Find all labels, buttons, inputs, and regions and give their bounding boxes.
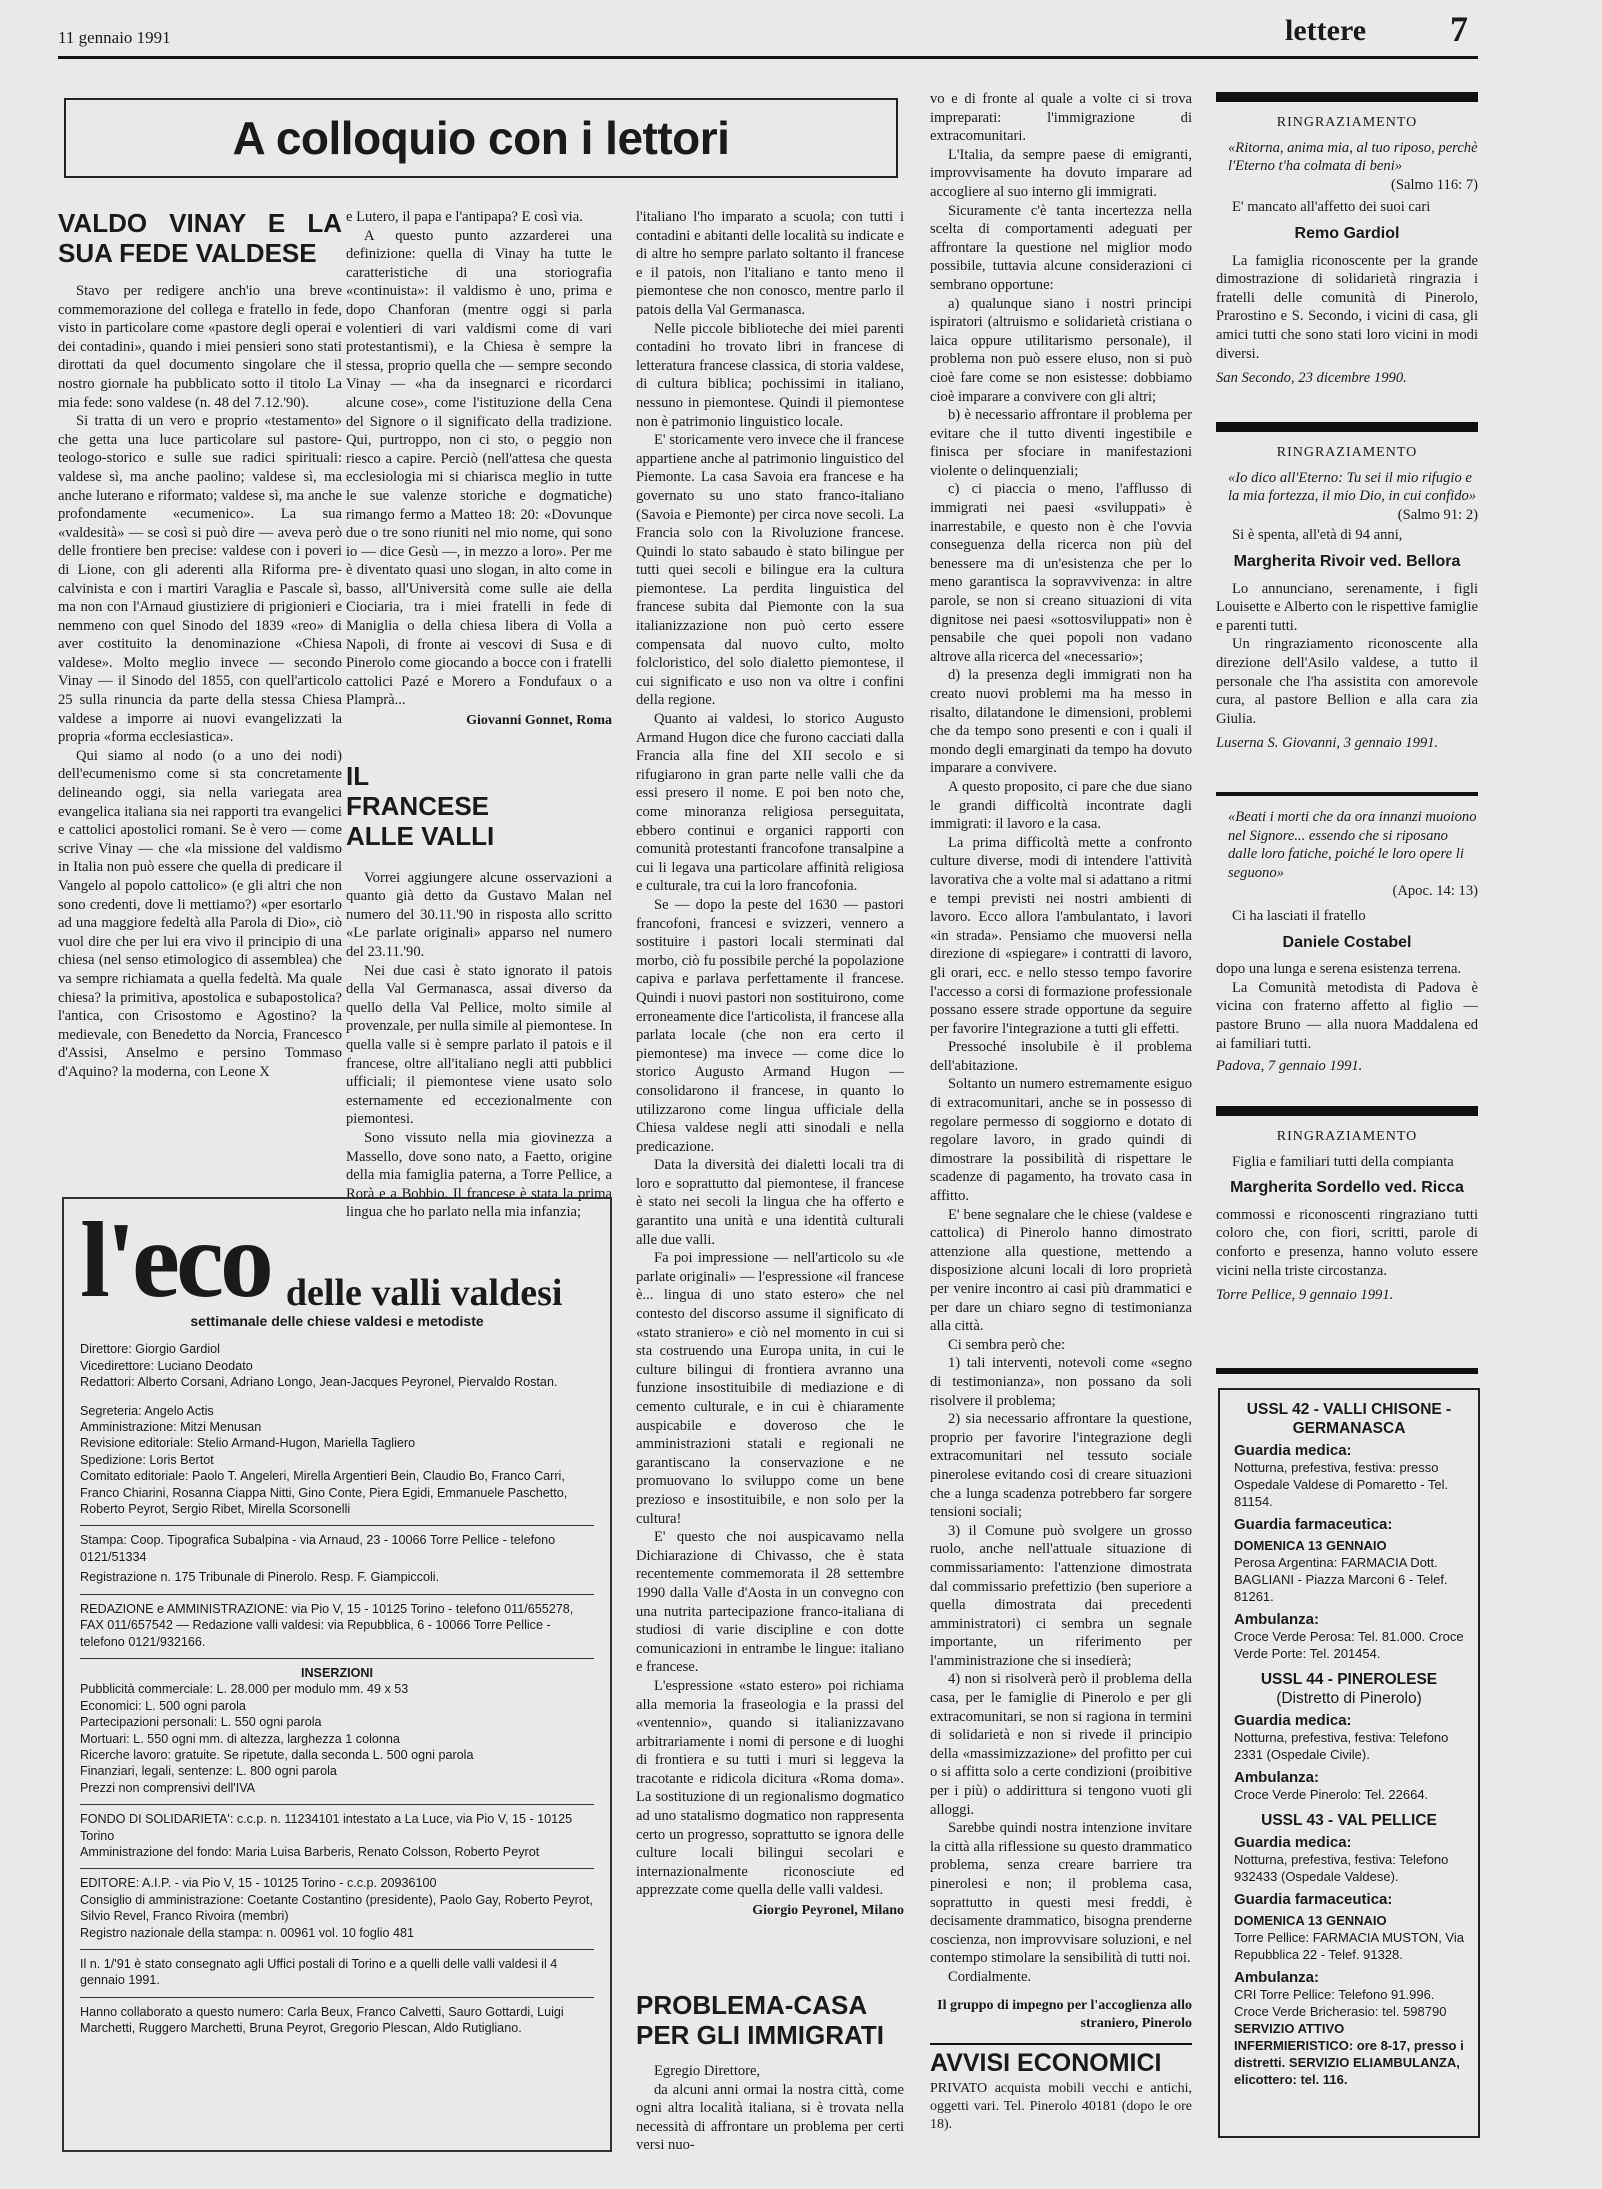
registrazione-line: Registrazione n. 175 Tribunale di Pinerolo. Resp. F. Giampiccoli.	[80, 1570, 440, 1585]
stampa-line: Stampa: Coop. Tipografica Subalpina - via Arnaud, 23 - 10066 Torre Pellice - telefono 0121/51334	[80, 1533, 556, 1564]
paragraph: e Lutero, il papa e l'antipapa? E così via.	[346, 209, 583, 225]
ussl43-gf-heading: Guardia farmaceutica:	[1234, 1891, 1393, 1908]
inserzioni-title: INSERZIONI	[300, 1665, 374, 1680]
notice-bar	[1216, 92, 1478, 102]
notice-date: Padova, 7 gennaio 1991.	[1216, 1058, 1363, 1075]
masthead-logo	[80, 1201, 594, 1320]
main-title: A colloquio con i lettori	[232, 112, 730, 164]
paragraph: Sicuramente c'è tanta incertezza nella scelta di comportamenti adeguati per affrontare la questione nel miglior modo possibile, tuttavia alcune considerazioni ci sembrano opportune:	[930, 202, 1192, 293]
paragraph: A questo proposito, ci pare che due siano le grandi difficoltà incontrate dagli immigrati: il lavoro e la casa.	[930, 778, 1192, 833]
column-4	[930, 90, 1192, 2032]
staff-line: Segreteria: Angelo Actis	[80, 1403, 214, 1418]
notice-name: Remo Gardiol	[1294, 224, 1400, 242]
notice-title: RINGRAZIAMENTO	[1276, 1129, 1418, 1144]
paragraph: 1) tali interventi, notevoli come «segno di testimonianza», non possano da soli risolvere il problema;	[930, 1355, 1192, 1409]
ussl42-gf-heading: Guardia farmaceutica:	[1234, 1516, 1393, 1533]
paragraph: Cordialmente.	[948, 1968, 1032, 1985]
paragraph: da alcuni anni ormai la nostra città, come ogni altra località italiana, si è trovata nella necessità di affrontare un problema per certi versi nuo-	[636, 2081, 904, 2154]
notice-name: Margherita Sordello ved. Ricca	[1230, 1179, 1464, 1197]
staff-line: Vicedirettore: Luciano Deodato	[80, 1358, 253, 1373]
paragraph: b) è necessario affrontare il problema per evitare che il tutto diventi ingestibile e finisca per sfociare in manifestazioni violente o delinquenziali;	[930, 407, 1192, 479]
notice-intro: Figlia e familiari tutti della compianta	[1232, 1153, 1454, 1170]
paragraph: 3) il Comune può svolgere un grosso ruolo, anche nell'attuale situazione di commissariamento: l'attenzione dimostrata dal commissario prefettizio (ben superiore a quella dimostrata dai precedenti amministratori) ci sembra un segnale importante, un riferimento per l'amministrazione che si insedierà;	[930, 1522, 1192, 1669]
fondo-block	[80, 1804, 594, 1860]
notice-intro: E' mancato all'affetto dei suoi cari	[1232, 199, 1431, 216]
ussl43-gm-text: Notturna, prefestiva, festiva: Telefono 932433 (Ospedale Valdese).	[1234, 1852, 1449, 1884]
ussl44-amb-text: Croce Verde Pinerolo: Tel. 22664.	[1234, 1787, 1429, 1802]
signature-peyronel: Giorgio Peyronel, Milano	[752, 1903, 904, 1919]
article-title-casa: PROBLEMA-CASA PER GLI IMMIGRATI	[636, 1990, 884, 2050]
inserzioni-line: Pubblicità commerciale: L. 28.000 per modulo mm. 49 x 53	[80, 1682, 409, 1697]
ussl43-gm-heading: Guardia medica:	[1234, 1834, 1352, 1851]
paragraph: Nei due casi è stato ignorato il patois della Val Germanasca, assai diverso da quello della Val Pellice, molto simile al provenzale, per nulla simile al piemontese. In quella valle si è sempre parlato il patois e il francese, oltre all'italiano negli atti pubblici ufficiali; il piemontese viene usato solo esternamente ed eccezionalmente con piemontesi.	[346, 962, 612, 1128]
notice-costabel	[1216, 808, 1478, 1076]
staff-line: Direttore: Giorgio Gardiol	[80, 1342, 220, 1357]
inserzioni-line: Ricerche lavoro: gratuite. Se ripetute, dalla seconda L. 500 ogni parola	[80, 1747, 474, 1762]
ussl43-amb-heading: Ambulanza:	[1234, 1969, 1320, 1986]
stampa-block	[80, 1525, 594, 1585]
ussl44-subtitle: (Distretto di Pinerolo)	[1276, 1690, 1422, 1707]
masthead-box	[62, 1197, 612, 2152]
staff-line: Revisione editoriale: Stelio Armand-Hugon, Mariella Tagliero	[80, 1436, 416, 1451]
fondo-amm-line: Amministrazione del fondo: Maria Luisa Barberis, Renato Colsson, Roberto Peyrot	[80, 1844, 540, 1859]
notice-ref: (Salmo 91: 2)	[1397, 506, 1478, 523]
paragraph: Qui siamo al nodo (o a uno dei nodi) dell'ecumenismo come si sta concretamente delineando oggi, sia nella variegata area evangelica italiana sia nei rapporti tra evangelici e cattolici apostolici romani. Se è vero — come scrive Vinay — che «la missione del valdismo in Italia non può essere che quella di predicare il Vangelo al popolo cattolico» (e gli altri che non sono credenti, dove li mettiamo?) «per esortarlo ad una maggiore fedeltà alla Parola di Dio», ciò vuol dire che per lui era vivo il principio di una chiesa (nel senso etimologico di assemblea) che va sempre richiamata a quella fedeltà. Ma quale chiesa? la primitiva, apostolica e subapostolica? l'antica, con Crisostomo e Agostino? la medievale, con Benedetto da Norcia, Francesco d'Assisi, Anselmo e persino Tommaso d'Aquino? la moderna, con Leone X	[58, 747, 342, 1080]
inserzioni-line: Prezzi non comprensivi dell'IVA	[80, 1780, 256, 1795]
notice-intro: Si è spenta, all'età di 94 anni,	[1232, 527, 1403, 544]
masthead-tagline: settimanale delle chiese valdesi e metodiste	[190, 1313, 484, 1329]
numero-block	[80, 1949, 594, 1989]
paragraph: Nelle piccole biblioteche dei miei parenti contadini ho trovato libri in francese di letteratura francese classica, di storia valdese, di cultura biblica; pochissimi in italiano, nessuno in piemontese. Quindi il piemontese non è patrimonio linguistico locale.	[636, 320, 904, 430]
column-3-bottom	[636, 1990, 904, 2160]
notice-quote: «Ritorna, anima mia, al tuo riposo, perchè l'Eterno t'ha colmata di beni»	[1228, 139, 1478, 175]
notice-date: San Secondo, 23 dicembre 1990.	[1216, 370, 1407, 387]
registro-line: Registro nazionale della stampa: n. 00961 vol. 10 foglio 481	[80, 1925, 414, 1940]
collaborato-block	[80, 1997, 594, 2037]
page-number: 7	[1450, 9, 1468, 49]
paragraph: d) la presenza degli immigrati non ha creato nuovi problemi ma ha messo in risalto, dilatandone le dimensioni, problemi che da tempo sono presenti e con i quali il mondo degli emarginati da tempo ha dovuto imparare a convivere.	[930, 667, 1192, 777]
ussl42-gm-text: Notturna, prefestiva, festiva: presso Ospedale Valdese di Pomaretto - Tel. 81154.	[1234, 1460, 1449, 1509]
inserzioni-line: Partecipazioni personali: L. 550 ogni parola	[80, 1715, 322, 1730]
ussl42-gf-date: DOMENICA 13 GENNAIO	[1234, 1538, 1387, 1553]
section-name: lettere	[1285, 14, 1367, 47]
notice-name: Daniele Costabel	[1282, 933, 1412, 951]
ussl43-gf-date: DOMENICA 13 GENNAIO	[1234, 1913, 1387, 1928]
ussl42-amb-heading: Ambulanza:	[1234, 1611, 1320, 1628]
notice-title: RINGRAZIAMENTO	[1276, 115, 1418, 130]
signature-gruppo: Il gruppo di impegno per l'accoglienza allo straniero, Pinerolo	[937, 1997, 1192, 2032]
notice-quote: «Beati i morti che da ora innanzi muoiono nel Signore... essendo che si riposano dalle loro fatiche, poiché le loro opere li seguono»	[1228, 809, 1477, 881]
paragraph: Ci sembra però che:	[948, 1336, 1066, 1353]
notice-text: commossi e riconoscenti ringraziano tutti coloro che, con fiori, scritti, parole di conforto e presenza, hanno voluto essere vicini nella triste circostanza.	[1216, 1206, 1478, 1279]
paragraph: A questo punto azzarderei una definizione: quella di Vinay ha tutte le caratteristiche di una storiografia «continuista»: il valdismo è uno, prima e dopo Chanforan (mentre oggi si parla volentieri di vari valdismi come di vari protestantismi), e la Chiesa è sempre la stessa, proprio quella che — sempre secondo Vinay — «ha da insegnarci e ricordarci alcune cose», come l'istituzione della Cena del Signore o il significato della tradizione. Qui, purtroppo, non ci sto, o peggio non riesco a capire. Perciò (nell'attesa che questa ecclesiologia mi si chiarisca meglio in tutte le sue valenze storiche e dogmatiche) rimango fermo a Matteo 18: 20: «Dovunque due o tre sono riuniti nel mio nome, qui sono io — dice Gesù —, in mezzo a loro». Per me è diventato quasi uno slogan, in alto come in basso, all'Università come sulle aie della Ciociaria, tra i miei fratelli in fede di Maniglia o della chiesa libera di Volla a Napoli, di fronte ai vescovi di Susa e di Pinerolo come giocando a bocce con i fratelli cattolici Pazé e Morero a Fondufaux o a Plamprà...	[346, 227, 612, 709]
ussl42-title: USSL 42 - VALLI CHISONE - GERMANASCA	[1246, 1401, 1452, 1437]
article-title-francese: IL FRANCESE ALLE VALLI	[346, 760, 495, 851]
ussl-box	[1218, 1388, 1480, 2138]
notice-date: Luserna S. Giovanni, 3 gennaio 1991.	[1216, 735, 1439, 752]
ussl43-extra-text: SERVIZIO ATTIVO INFERMIERISTICO: ore 8-17, presso i distretti. SERVIZIO ELIAMBULANZA, elicottero: tel. 116.	[1234, 2021, 1464, 2087]
redazione-line: REDAZIONE e AMMINISTRAZIONE: via Pio V, 15 - 10125 Torino - telefono 011/655278, FAX 011/657542 — Redazione valli valdesi: via Repubblica, 6 - 10066 Torre Pellice - telefono 0121/932166.	[80, 1601, 574, 1649]
paragraph: L'espressione «stato estero» poi richiama alla memoria la fraseologia e la prassi del «ventennio», quando si italianizzavano arbitrariamente i nomi di persone e di luoghi di frontiera e su tutti i muri si leggeva la tracotante e ridicola dicitura «Roma doma». La sostituzione di un regionalismo dogmatico ad uno statalismo dogmatico non rappresenta certo un progresso, soprattutto se ignora delle culture locali bilingui secolari e internazionalmente riconosciute ed apprezzate come quella delle valli valdesi.	[636, 1677, 904, 1899]
notice-text: La Comunità metodista di Padova è vicina con fraterno affetto al figlio — pastore Bruno — alla nuora Maddalena ed ai familiari tutti.	[1216, 979, 1478, 1052]
logo-subtitle: delle valli valdesi	[285, 1271, 563, 1314]
notice-date: Torre Pellice, 9 gennaio 1991.	[1216, 1287, 1394, 1304]
article-title-vinay: VALDO VINAY E LA SUA FEDE VALDESE	[58, 208, 342, 268]
paragraph: La prima difficoltà mette a confronto culture diverse, modi di intendere l'attività lavorativa che a volte mal si adattano a ritmi e tempi previsti nei nostri ambienti di lavoro. Ecco allora l'ambulantato, i lavori «in strada». Pensiamo che muoversi nella direzione di «spiegare» i contratti di lavoro, gli orari, ecc. e nello stesso tempo favorire l'accesso a corsi di formazione professionale possano essere strade opportune da seguire per favorire l'integrazione a tutti gli effetti.	[930, 834, 1192, 1037]
notice-bellora	[1216, 438, 1478, 753]
ussl43-gf-text: Torre Pellice: FARMACIA MUSTON, Via Repubblica 22 - Telef. 91328.	[1234, 1930, 1464, 1962]
ussl44-gm-text: Notturna, prefestiva, festiva: Telefono 2331 (Ospedale Civile).	[1234, 1730, 1449, 1762]
ussl44-amb-heading: Ambulanza:	[1234, 1769, 1320, 1786]
paragraph: 4) non si risolverà però il problema della casa, per le famiglie di Pinerolo e per gli extracomunitari, se non si ragiona in termini di solidarietà e non si rivede il principio della «massimizzazione» del profitto per cui o si affitta solo a certe condizioni (proibitive per i più) o addirittura si tengono vuoti gli alloggi.	[930, 1671, 1192, 1818]
ussl-bar	[1216, 1368, 1478, 1374]
collaborato-line: Hanno collaborato a questo numero: Carla Beux, Franco Calvetti, Sauro Gottardi, Luigi Marchetti, Ruggero Marchetti, Bruna Peyrot, Gregorio Plescan, Aldo Rutigliano.	[80, 2004, 564, 2036]
paragraph: E' bene segnalare che le chiese (valdese e cattolica) di Pinerolo hanno dimostrato attenzione alla questione, mettendo a disposizione alcuni locali di loro proprietà per venire incontro ai casi più drammatici e per dare un chiaro segno di testimonianza alla città.	[930, 1206, 1192, 1335]
staff-line: Redattori: Alberto Corsani, Adriano Longo, Jean-Jacques Peyronel, Piervaldo Rostan.	[80, 1375, 558, 1390]
paragraph: Soltanto un numero estremamente esiguo di extracomunitari, anche se in possesso di regolare permesso di soggiorno e dotato di regolare lavoro, in grado quindi di dimostrare la possibilità di rispettare le scadenze di pagamento, ha trovato casa in affitto.	[930, 1076, 1192, 1205]
paragraph: Sono vissuto nella mia giovinezza a Massello, dove sono nato, a Faetto, origine della mia famiglia paterna, a Torre Pellice, a Rorà e a Bobbio. Il francese è stata la prima lingua che ho parlato nella mia infanzia;	[346, 1129, 612, 1221]
paragraph: E' storicamente vero invece che il francese appartiene anche al patrimonio linguistico del Piemonte. La casa Savoia era francese e ha governato su uno stato franco-italiano (Savoia e Piemonte) per circa nove secoli. La Francia solo con la Rivoluzione francese. Quindi lo stato sabaudo è stato bilingue per tutti quei secoli e bilingue era la cultura piemontese. La perdita linguistica del francese subita dal Piemonte con la sua italianizzazione non può certo essere compensata dal nuovo culto, molto folcloristico, del solo dialetto piemontese, il cui significato e uso non va oltre i confini della regione.	[636, 432, 904, 709]
notice-gardiol	[1216, 108, 1478, 388]
paragraph: Stavo per redigere anch'io una breve commemorazione del collega e fratello in fede, visto in particolare come «pastore degli operai e dei contadini», quando i miei pensieri sono stati dirottati da quel documento singolare che il nostro giornale ha pubblicato sotto il titolo La mia fede: sono valdese (n. 48 del 7.12.'90).	[58, 283, 342, 411]
avvisi-title: AVVISI ECONOMICI	[930, 2043, 1192, 2078]
notice-text: dopo una lunga e serena esistenza terrena.	[1216, 961, 1462, 978]
paragraph: Si tratta di un vero e proprio «testamento» che getta una luce particolare sul pastore-teologo-storico e sulle sue radici spirituali: valdese sì, ma anche paolino; valdese sì, ma anche luterano e riformato; valdese sì, ma anche profondamente «ecumenico». La sua «valdesità» — se così si può dire — aveva però delle frontiere ben precise: valdese con i poveri di Lione, con gli aderenti alla Riforma pre-calvinista e con i martiri Varaglia e Pascale sì, ma non con l'Arnaud giustiziere di prigionieri e nemmeno con quel Sinodo del 1839 «reo» di aver costituito la denominazione «Chiesa valdese». Molto meglio invece — secondo Vinay — il Sinodo del 1855, con quell'articolo 25 sulla rinuncia da parte della stessa Chiesa valdese a imporre ai nuovi evangelizzati la propria «forma ecclesiastica».	[58, 413, 342, 746]
notice-title: RINGRAZIAMENTO	[1276, 445, 1418, 460]
notice-intro: Ci ha lasciati il fratello	[1232, 907, 1366, 924]
paragraph: L'Italia, da sempre paese di emigranti, improvvisamente ha dovuto imparare ad accogliere al suo interno gli immigrati.	[930, 146, 1192, 200]
paragraph: l'italiano l'ho imparato a scuola; con tutti i contadini e abitanti delle località su indicate e di altre ho sempre parlato soltanto il francese e il patois, non l'italiano e tanto meno il piemontese che non conosco, mentre parlo il patois della Val Germanasca.	[636, 209, 904, 318]
ussl44-gm-heading: Guardia medica:	[1234, 1712, 1352, 1729]
inserzioni-line: Mortuari: L. 550 ogni mm. di altezza, larghezza 1 colonna	[80, 1731, 400, 1746]
ussl42-amb-text: Croce Verde Perosa: Tel. 81.000. Croce Verde Porte: Tel. 201454.	[1234, 1629, 1464, 1661]
inserzioni-line: Economici: L. 500 ogni parola	[80, 1698, 246, 1713]
ussl44-title: USSL 44 - PINEROLESE	[1260, 1671, 1438, 1688]
paragraph: 2) sia necessario affrontare la questione, proprio per favorire l'integrazione degli extracomunitari nel tessuto sociale pinerolese evitando così di creare situazioni che a lunga scadenza potrebbero far sorgere tensioni sociali;	[930, 1411, 1192, 1521]
paragraph: c) ci piaccia o meno, l'afflusso di immigrati nei paesi «sviluppati» è inarrestabile, e questo non è che l'ovvia conseguenza della ricerca non più del benessere ma di un'esistenza che per lo meno garantisca la sopravvivenza: in altre parole, se non si creano situazioni di vita dignitose nei paesi «sottosviluppati» non è pensabile che quei popoli non vadano altrove alla ricerca del «necessario»;	[930, 481, 1192, 665]
notice-ref: (Apoc. 14: 13)	[1392, 883, 1478, 900]
ussl42-gf-text: Perosa Argentina: FARMACIA Dott. BAGLIANI - Piazza Marconi 6 - Telef. 81261.	[1234, 1555, 1448, 1604]
notice-bar	[1216, 792, 1478, 796]
column-1	[58, 208, 342, 1168]
staff-line: Spedizione: Loris Bertot	[80, 1452, 214, 1467]
notice-ricca	[1216, 1122, 1478, 1305]
paragraph: Sarebbe quindi nostra intenzione invitare la città alla riflessione su questo drammatico problema, senza creare barriere tra pinerolesi e non; il problema casa, soprattutto in questi mesi freddi, è decisamente drammatico, bisogna prenderne coscienza, non improvvisare soluzioni, e nel contempo stimolare la sensibilità di tutti noi.	[930, 1820, 1192, 1967]
notice-text: Un ringraziamento riconoscente alla direzione dell'Asilo valdese, a tutto il personale che l'ha assistita con amorevole cura, al pastore Bellion e alla cara zia Giulia.	[1216, 636, 1478, 727]
paragraph: Pressoché insolubile è il problema dell'abitazione.	[930, 1039, 1192, 1074]
staff-line: Amministrazione: Mitzi Menusan	[80, 1420, 262, 1435]
ussl42-gm-heading: Guardia medica:	[1234, 1442, 1352, 1459]
paragraph: vo e di fronte al quale a volte ci si trova impreparati: l'immigrazione di extracomunitari.	[930, 91, 1192, 145]
redazione-block	[80, 1594, 594, 1650]
logo-eco: l'eco	[80, 1201, 270, 1320]
main-title-box	[64, 98, 898, 178]
inserzioni-block	[80, 1658, 594, 1796]
paragraph: Fa poi impressione — nell'articolo su «le parlate originali» — l'espressione «il francese è... lingua di uno stato estero» che nel contesto del discorso assume il significato di «stato straniero» e ciò nel momento in cui si sta costruendo una Europa unita, in cui le culture bilingui di frontiera avranno una funzione insostituibile di mediazione e di cemento culturale, e in cui è chiaramente auspicabile e doveroso che le amministrazioni statali e regionali ne garantiscano la conservazione e ne promuovano lo sviluppo come un bene prezioso e insostituibile, e non solo per la cultura!	[636, 1250, 904, 1527]
ussl43-amb-text: CRI Torre Pellice: Telefono 91.996. Croce Verde Bricherasio: tel. 598790	[1234, 1987, 1447, 2019]
editore-block	[80, 1868, 594, 1941]
ussl43-title: USSL 43 - VAL PELLICE	[1261, 1812, 1437, 1829]
column-2	[346, 208, 612, 1221]
inserzioni-line: Finanziari, legali, sentenze: L. 800 ogni parola	[80, 1764, 337, 1779]
notice-bar	[1216, 422, 1478, 432]
paragraph: Egregio Direttore,	[654, 2063, 761, 2079]
notice-text: Lo annunciano, serenamente, i figli Louisette e Alberto con le rispettive famiglie e parenti tutti.	[1216, 580, 1478, 634]
numero-line: Il n. 1/'91 è stato consegnato agli Uffici postali di Torino e a quelli delle valli valdesi il 4 gennaio 1991.	[80, 1957, 558, 1988]
editore-line: EDITORE: A.I.P. - via Pio V, 15 - 10125 Torino - c.c.p. 20936100	[80, 1876, 437, 1891]
page-date: 11 gennaio 1991	[58, 28, 171, 47]
notice-bar	[1216, 1106, 1478, 1116]
avvisi-text: PRIVATO acquista mobili vecchi e antichi, oggetti vari. Tel. Pinerolo 40181 (dopo le ore 18).	[930, 2081, 1192, 2132]
column-3	[636, 208, 904, 1953]
paragraph: Quanto ai valdesi, lo storico Augusto Armand Hugon dice che furono cacciati dalla Francia alla fine del XII secolo e si rifugiarono in gran parte nelle valli che da essi presero il nome. E poi ben noto che, come minoranza religiosa perseguitata, ebbero continui e organici rapporti con comunità protestanti francofone transalpine a cui li legava una particolare affinità religiosa e culturale, tra cui la loro francofonia.	[636, 711, 904, 895]
consiglio-line: Consiglio di amministrazione: Coetante Costantino (presidente), Paolo Gay, Roberto Peyrot, Silvio Revel, Franco Rivoira (membri)	[80, 1892, 593, 1924]
notice-name: Margherita Rivoir ved. Bellora	[1233, 552, 1461, 570]
paragraph: E' questo che noi auspicavamo nella Dichiarazione di Chivasso, che è stata recentemente commemorata il 28 settembre 1990 dalla Valle d'Aosta in un convegno con una nutrita partecipazione franco-italiana di studiosi di varie discipline e con dotte comunicazioni in entrambe le lingue: italiano e francese.	[636, 1529, 904, 1676]
signature-gonnet: Giovanni Gonnet, Roma	[466, 713, 612, 729]
paragraph: Vorrei aggiungere alcune osservazioni a quanto già detto da Gustavo Malan nel numero del 30.11.'90 in risposta allo scritto «Le parlate originali» apparso nel numero del 23.11.'90.	[346, 869, 612, 960]
notice-ref: (Salmo 116: 7)	[1390, 176, 1478, 193]
paragraph: Se — dopo la peste del 1630 — pastori francofoni, francesi e svizzeri, vennero a sostituire i pastori locali sterminati dal morbo, ciò fu possibile perché la popolazione capiva e parlava perfettamente il francese. Quindi i nuovi pastori non sostituirono, come erroneamente dice l'articolista, il francese alla parlata locale (che non era certo il piemontese) ma invece — come dice lo storico Augusto Armand Hugon — consolidarono il francese, in quanto lo utilizzarono come lingua ufficiale della Chiesa valdese negli atti sinodali e nella predicazione.	[636, 896, 904, 1155]
notice-quote: «Io dico all'Eterno: Tu sei il mio rifugio e la mia fortezza, il mio Dio, in cui confido»	[1228, 469, 1477, 505]
paragraph: Data la diversità dei dialetti locali tra di loro e soprattutto dal piemontese, il francese è stato nei secoli la lingua che ha offerto e garantito una unità e una identità culturali alle due valli.	[636, 1157, 904, 1248]
paragraph: a) qualunque siano i nostri principi ispiratori (altruismo e solidarietà cristiana o laica oppure utilitarismo personale), il problema non può essere eluso, non si può cioè fare come se non esistesse: dobbiamo cioè imparare a convivere con gli altri;	[930, 295, 1192, 405]
notice-text: La famiglia riconoscente per la grande dimostrazione di solidarietà ringrazia i fratelli delle comunità di Pinerolo, Prarostino e S. Secondo, i vicini di casa, gli amici tutti che sono stati loro vicini in modi diversi.	[1216, 252, 1478, 362]
staff-line: Comitato editoriale: Paolo T. Angeleri, Mirella Argentieri Bein, Claudio Bo, Franco Carri, Franco Chiarini, Rosanna Ciappa Nitti, Gino Conte, Piera Egidi, Emmanuele Paschetto, Roberto Peyrot, Sergio Ribet, Mirella Scorsonelli	[80, 1469, 568, 1517]
fondo-line: FONDO DI SOLIDARIETA': c.c.p. n. 11234101 intestato a La Luce, via Pio V, 15 - 10125 Torino	[80, 1812, 573, 1843]
header-rule	[58, 56, 1478, 59]
